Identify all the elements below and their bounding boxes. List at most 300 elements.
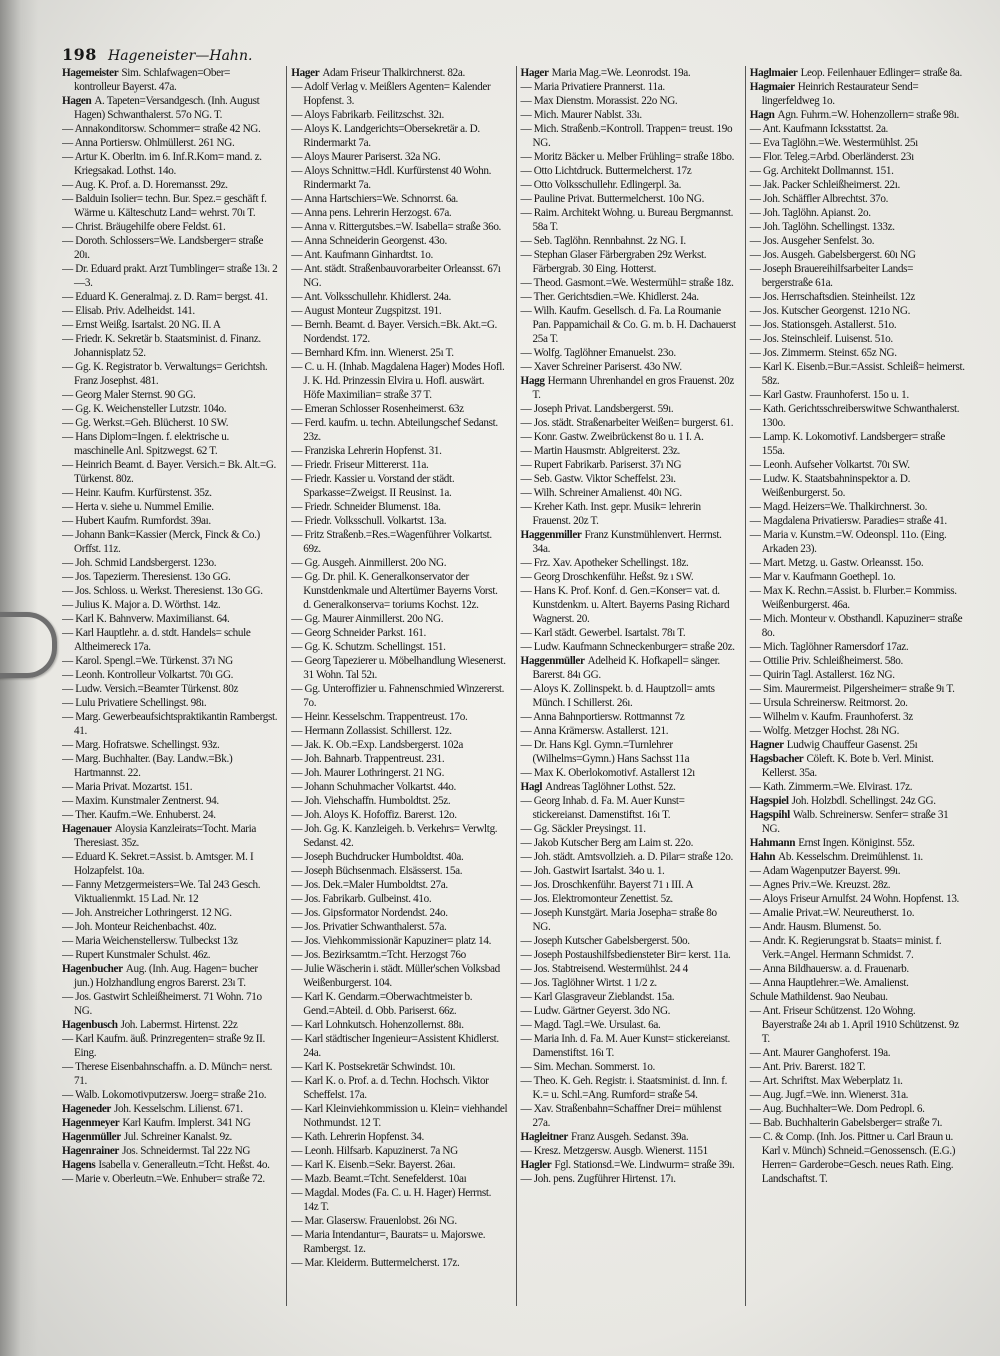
directory-entry xyxy=(750,934,966,962)
entry-details: — Flor. Teleg.=Arbd. Oberländerst. 23ı xyxy=(749,151,914,163)
entry-details: — Gg. K. Weichensteller Lutzstr. 104o. xyxy=(62,403,227,415)
entry-details: — Sim. Mechan. Sommerst. 1o. xyxy=(520,1061,655,1073)
entry-details: — Aloys Friseur Arnulfst. 24 Wohn. Hopfenst. 13. xyxy=(749,893,960,905)
entry-details: — Gg. Werkst.=Geh. Blücherst. 10 SW. xyxy=(62,417,229,429)
entry-details: — Jos. Tapezierm. Theresienst. 13o GG. xyxy=(62,571,231,583)
directory-entry xyxy=(291,164,507,192)
directory-entry xyxy=(62,710,278,738)
entry-details: — Wolfg. Taglöhner Emanuelst. 23o. xyxy=(520,347,676,359)
entry-details: — Ottilie Priv. Schleißheimerst. 58o. xyxy=(749,655,903,667)
directory-entry xyxy=(62,948,278,962)
entry-details: — Aug. K. Prof. a. D. Horemansst. 29z. xyxy=(62,179,228,191)
directory-entry xyxy=(521,990,737,1004)
directory-entry xyxy=(521,906,737,934)
directory-entry xyxy=(291,724,507,738)
directory-entry xyxy=(750,388,966,402)
entry-details: — Fanny Metzgermeisters=We. Tal 243 Gesch. Viktualienmkt. 15 Lad. Nr. 12 xyxy=(62,879,261,905)
directory-entry xyxy=(62,934,278,948)
entry-details: — Joseph Buchdrucker Humboldtst. 40a. xyxy=(291,851,464,863)
entry-details: — Anna Krämersw. Astallerst. 121. xyxy=(520,725,669,737)
entry-details: — Jos. Stationsgeh. Astallerst. 51o. xyxy=(749,319,897,331)
directory-entry xyxy=(62,556,278,570)
directory-entry xyxy=(62,696,278,710)
directory-entry xyxy=(291,192,507,206)
entry-details: — Jak. Packer Schleißheimerst. 22ı. xyxy=(749,179,900,191)
directory-entry xyxy=(521,206,737,234)
directory-entry xyxy=(750,1088,966,1102)
entry-surname: Hagen xyxy=(62,95,92,107)
directory-entry xyxy=(62,878,278,906)
directory-entry xyxy=(750,696,966,710)
directory-entry xyxy=(62,794,278,808)
directory-entry xyxy=(521,780,737,794)
directory-entry xyxy=(521,276,737,290)
entry-details: — Otto Volksschullehr. Edlingerpl. 3a. xyxy=(520,179,682,191)
entry-details: — Ant. städt. Straßenbauvorarbeiter Orleansst. 67ı NG. xyxy=(291,263,501,289)
entry-details: — Max Dienstm. Morassist. 22o NG. xyxy=(520,95,678,107)
directory-entry xyxy=(750,850,966,864)
directory-entry xyxy=(291,262,507,290)
directory-entry xyxy=(750,458,966,472)
directory-entry xyxy=(521,864,737,878)
directory-entry xyxy=(291,1032,507,1060)
entry-details: — Jakob Kutscher Berg am Laim st. 22o. xyxy=(520,837,694,849)
entry-details: Sim. Schlafwagen=Ober= kontrolleur Bayerst. 47a. xyxy=(74,67,231,93)
directory-entry xyxy=(62,528,278,556)
directory-entry xyxy=(521,710,737,724)
directory-entry xyxy=(521,80,737,94)
entry-details: — Marg. Buchhalter. (Bay. Landw.=Bk.) Hartmannst. 22. xyxy=(62,753,233,779)
entry-details: — Franziska Lehrerin Hopfenst. 31. xyxy=(291,445,442,457)
entry-surname: Hagleitner xyxy=(520,1131,568,1143)
page-number: 198 xyxy=(62,45,97,64)
directory-entry xyxy=(62,262,278,290)
entry-details: — Joh. Taglöhn. Apianst. 2o. xyxy=(749,207,871,219)
entry-details: — Maria Privat. Mozartst. 151. xyxy=(62,781,193,793)
entry-details: Ernst Ingen. Königinst. 55z. xyxy=(798,837,915,849)
entry-surname: Haglmaier xyxy=(749,67,798,79)
directory-entry xyxy=(750,514,966,528)
directory-entry xyxy=(521,402,737,416)
entry-details: — Ther. Kaufm.=We. Enhuberst. 24. xyxy=(62,809,216,821)
entry-details: — Jos. Privatier Schwanthalerst. 57a. xyxy=(291,921,447,933)
entry-details: — Gg. Maurer Ainmillerst. 20o NG. xyxy=(291,613,444,625)
directory-entry xyxy=(750,206,966,220)
directory-entry xyxy=(521,1144,737,1158)
entry-surname: Hagg xyxy=(520,375,545,387)
entry-details: — Georg Maler Sternst. 90 GG. xyxy=(62,389,196,401)
directory-entry xyxy=(291,878,507,892)
entry-details: — Jos. Dek.=Maler Humboldtst. 27a. xyxy=(291,879,448,891)
directory-entry xyxy=(750,430,966,458)
directory-entry xyxy=(291,108,507,122)
entry-details: — Rupert Fabrikarb. Pariserst. 37ı NG xyxy=(520,459,682,471)
entry-details: Cöleft. K. Bote b. Verl. Minist. Kellerst. 35a. xyxy=(761,753,934,779)
directory-entry xyxy=(521,1004,737,1018)
entry-surname: Hahmann xyxy=(749,837,796,849)
directory-entry xyxy=(521,290,737,304)
directory-entry xyxy=(291,150,507,164)
entry-details: — Marg. Gewerbeaufsichtspraktikantin Rambergst. 41. xyxy=(62,711,278,737)
directory-entry xyxy=(521,486,737,500)
directory-entry xyxy=(521,1060,737,1074)
directory-entry xyxy=(521,570,737,584)
entry-details: — Aloys K. Zollinspekt. b. d. Hauptzoll= amts Münch. I Schillerst. 26ı. xyxy=(520,683,715,709)
entry-details: — Moritz Bäcker u. Melber Frühling= straße 18bo. xyxy=(520,151,735,163)
directory-entry xyxy=(62,360,278,388)
directory-entry xyxy=(521,150,737,164)
entry-details: — Hans Diplom=Ingen. f. elektrische u. maschinelle Anl. Spitzwegst. 62 T. xyxy=(62,431,229,457)
directory-entry xyxy=(62,682,278,696)
entry-details: — Bernhard Kfm. inn. Wienerst. 25ı T. xyxy=(291,347,454,359)
entry-details: — Kreher Kath. Inst. gepr. Musik= lehrerin Frauenst. 20z T. xyxy=(520,501,701,527)
directory-entry xyxy=(750,794,966,808)
entry-details: — Ludw. K. Staatsbahninspektor a. D. Weißenburgerst. 5o. xyxy=(749,473,911,499)
directory-entry xyxy=(62,570,278,584)
directory-entry xyxy=(291,122,507,150)
entry-details: — Heinr. Kesselschm. Trappentreust. 17o. xyxy=(291,711,468,723)
directory-entry xyxy=(521,192,737,206)
directory-entry xyxy=(521,444,737,458)
entry-surname: Haggenmiller xyxy=(520,529,582,541)
directory-entry xyxy=(750,66,966,80)
entry-details: — Ferd. kaufm. u. techn. Abteilungschef Sedanst. 23z. xyxy=(291,417,498,443)
entry-details: — Magd. Heizers=We. Thalkirchnerst. 3o. xyxy=(749,501,928,513)
directory-entry xyxy=(521,962,737,976)
entry-details: — Karl Kleinviehkommission u. Klein= viehhandel Nothmundst. 12 T. xyxy=(291,1103,508,1129)
entry-details: — Karl Hauptlehr. a. d. stdt. Handels= schule Altheimereck 17a. xyxy=(62,627,251,653)
entry-details: — Therese Eisenbahnschaffn. a. D. Münch= nerst. 71. xyxy=(62,1061,273,1087)
entry-details: — Herta v. siehe u. Nummel Emilie. xyxy=(62,501,214,513)
entry-details: — Otto Lichtdruck. Buttermelcherst. 17z xyxy=(520,165,692,177)
entry-details: — Jos. Droschkenführ. Bayerst 71 ı III. A xyxy=(520,879,694,891)
entry-surname: Haggenmüller xyxy=(520,655,585,667)
entry-details: — Wilh. Schreiner Amalienst. 40ı NG. xyxy=(520,487,682,499)
entry-details: — Martin Hausmstr. Ablgreiterst. 23z. xyxy=(520,445,680,457)
directory-entry xyxy=(291,1228,507,1256)
entry-details: — Maxim. Kunstmaler Zentnerst. 94. xyxy=(62,795,219,807)
directory-entry xyxy=(291,66,507,80)
entry-details: — Julie Wäscherin i. städt. Müller'schen Volksbad Weißenburgerst. 104. xyxy=(291,963,500,989)
entry-details: — Anna Hartschiers=We. Schnorrst. 6a. xyxy=(291,193,459,205)
directory-entry xyxy=(62,150,278,178)
directory-entry xyxy=(750,248,966,262)
directory-entry xyxy=(521,556,737,570)
directory-entry xyxy=(750,878,966,892)
directory-entry xyxy=(750,1116,966,1130)
entry-details: — Gg. Unteroffizier u. Fahnenschmied Winzererst. 7o. xyxy=(291,683,505,709)
entry-details: — Joh. Aloys K. Hofoffiz. Barerst. 12o. xyxy=(291,809,457,821)
directory-entry xyxy=(521,934,737,948)
directory-entry xyxy=(291,360,507,402)
entry-details: — Eduard K. Sekret.=Assist. b. Amtsger. M. I Holzapfelst. 10a. xyxy=(62,851,254,877)
entry-details: — Joh. Monteur Reichenbachst. 40z. xyxy=(62,921,217,933)
entry-details: Joh. Holzbdl. Schellingst. 24z GG. xyxy=(791,795,936,807)
entry-details: — Joh. Anstreicher Lothringerst. 12 NG. xyxy=(62,907,232,919)
entry-details: — Theo. K. Geh. Registr. i. Staatsminist. d. Inn. f. K.= u. Schl.=Ang. Rumford= straße 54. xyxy=(520,1075,728,1101)
directory-entry xyxy=(521,360,737,374)
directory-entry xyxy=(750,808,966,836)
directory-entry xyxy=(291,528,507,556)
directory-entry xyxy=(62,136,278,150)
directory-entry xyxy=(291,892,507,906)
directory-entry xyxy=(750,556,966,570)
directory-entry xyxy=(62,318,278,332)
entry-details: — Friedr. Friseur Mittererst. 11a. xyxy=(291,459,429,471)
entry-details: — Jos. Taglöhner Wirtst. 1 1/2 z. xyxy=(520,977,657,989)
directory-entry xyxy=(291,1130,507,1144)
directory-entry xyxy=(750,122,966,136)
directory-entry xyxy=(750,1102,966,1116)
directory-entry xyxy=(750,472,966,500)
entry-details: Jul. Schreiner Kanalst. 9z. xyxy=(123,1131,232,1143)
directory-entry xyxy=(750,150,966,164)
directory-entry xyxy=(291,990,507,1018)
entry-details: — Johann Bank=Kassier (Merck, Finck & Co.) Orffst. 11z. xyxy=(62,529,260,555)
entry-details: — Wilh. Kaufm. Gesellsch. d. Fa. La Roumanie Pan. Pappamichail & Co. G. m. b. H. Dachauerst 25a T. xyxy=(520,305,736,345)
entry-details: — Friedr. Schneider Blumenst. 18a. xyxy=(291,501,441,513)
entry-details: — Marie v. Oberleutn.=We. Enhuber= straße 72. xyxy=(62,1173,265,1185)
directory-entry xyxy=(62,1102,278,1116)
directory-entry xyxy=(521,836,737,850)
entry-surname: Hagemeister xyxy=(62,67,119,79)
directory-entry xyxy=(62,192,278,220)
directory-entry xyxy=(291,934,507,948)
entry-details: — Jos. Ausgeh. Gabelsbergerst. 60ı NG xyxy=(749,249,916,261)
entry-details: — Kath. Gerichtsschreiberswitwe Schwanthalerst. 130o. xyxy=(749,403,960,429)
entry-surname: Hagenrainer xyxy=(62,1145,120,1157)
directory-entry xyxy=(291,346,507,360)
entry-surname: Hager xyxy=(520,67,549,79)
directory-entry xyxy=(291,80,507,108)
entry-surname: Hagner xyxy=(749,739,784,751)
entry-details: — Lamp. K. Lokomotivf. Landsberger= straße 155a. xyxy=(749,431,945,457)
entry-details: — Emeran Schlosser Rosenheimerst. 63z xyxy=(291,403,464,415)
entry-details: — Anna Bildhauersw. a. d. Frauenarb. xyxy=(749,963,909,975)
entry-details: — Karl K. Bahnverw. Maximilianst. 64. xyxy=(62,613,230,625)
entry-details: — Gg. Dr. phil. K. Generalkonservator der Kunstdenkmale und Altertümer Bayerns Vorst. d. Generalkonserva= toriums Kochst. 12z. xyxy=(291,571,498,611)
directory-entry xyxy=(750,304,966,318)
directory-entry xyxy=(750,332,966,346)
directory-entry xyxy=(750,724,966,738)
entry-surname: Hagspiel xyxy=(749,795,789,807)
directory-entry xyxy=(750,528,966,556)
entry-surname: Hagl xyxy=(520,781,543,793)
directory-entry xyxy=(521,1172,737,1186)
directory-entry xyxy=(62,822,278,850)
entry-surname: Hagenmeyer xyxy=(62,1117,120,1129)
directory-entry xyxy=(291,556,507,570)
entry-details: Andreas Taglöhner Lothst. 52z. xyxy=(545,781,676,793)
entry-details: Adelheid K. Hofkapell= sänger. Barerst. 84ı GG. xyxy=(532,655,720,681)
entry-details: — Mich. Maurer Nablst. 33ı. xyxy=(520,109,642,121)
directory-entry xyxy=(750,346,966,360)
directory-entry xyxy=(521,1158,737,1172)
paper-clip xyxy=(0,612,57,678)
directory-entry xyxy=(62,416,278,430)
directory-entry xyxy=(62,1172,278,1186)
directory-entry xyxy=(62,500,278,514)
entry-details: — Joh. Schmid Landsbergerst. 123o. xyxy=(62,557,217,569)
directory-entry xyxy=(291,1214,507,1228)
entry-details: — Jos. Viehkommissionär Kapuziner= platz 14. xyxy=(291,935,492,947)
entry-details: — Anna Hauptlehrer.=We. Amalienst. xyxy=(749,977,909,989)
entry-details: — Julius K. Major a. D. Wörthst. 14z. xyxy=(62,599,221,611)
entry-details: — Mar v. Kaufmann Goethepl. 1o. xyxy=(749,571,896,583)
entry-details: — Mich. Monteur v. Obsthandl. Kapuziner= straße 8o. xyxy=(749,613,963,639)
directory-entry xyxy=(291,570,507,612)
entry-details: — Jos. Elektromonteur Zenettist. 5z. xyxy=(520,893,673,905)
entry-details: — Magdal. Modes (Fa. C. u. H. Hager) Herrnst. 14z T. xyxy=(291,1187,492,1213)
directory-entry xyxy=(521,878,737,892)
entry-details: — Mich. Taglöhner Ramersdorf 17az. xyxy=(749,641,909,653)
directory-entry xyxy=(750,220,966,234)
entry-details: — Kath. Lehrerin Hopfenst. 34. xyxy=(291,1131,424,1143)
directory-entry xyxy=(521,626,737,640)
column-4 xyxy=(745,66,966,1306)
entry-details: — Doroth. Schlossers=We. Landsberger= straße 20ı. xyxy=(62,235,264,261)
directory-entry xyxy=(62,962,278,990)
entry-details: — Ursula Schreinersw. Reitmorst. 2o. xyxy=(749,697,908,709)
directory-entry xyxy=(750,640,966,654)
entry-details: — Gg. K. Registrator b. Verwaltungs= Gerichtsh. Franz Josephst. 481. xyxy=(62,361,268,387)
entry-details: — Ant. Volksschullehr. Khidlerst. 24a. xyxy=(291,291,451,303)
directory-entry xyxy=(62,612,278,626)
entry-details: — Pauline Privat. Buttermelcherst. 10o NG. xyxy=(520,193,705,205)
directory-entry xyxy=(750,906,966,920)
entry-details: — Joh. Gastwirt Isartalst. 34o u. 1. xyxy=(520,865,665,877)
directory-entry xyxy=(521,346,737,360)
directory-entry xyxy=(750,668,966,682)
directory-entry xyxy=(62,920,278,934)
directory-entry xyxy=(291,920,507,934)
directory-entry xyxy=(521,794,737,822)
entry-details: — Maria Weichenstellersw. Tulbeckst 13z xyxy=(62,935,238,947)
directory-entry xyxy=(521,528,737,556)
entry-details: — Anna pens. Lehrerin Herzogst. 67a. xyxy=(291,207,452,219)
directory-entry xyxy=(750,262,966,290)
entry-details: — Ant. Kaufmann Ginhardtst. 1o. xyxy=(291,249,433,261)
entry-details: — Sim. Maurermeist. Pilgersheimer= straße 9ı T. xyxy=(749,683,955,695)
directory-entry xyxy=(291,626,507,640)
entry-details: — Georg Droschkenführ. Heßst. 9z ı SW. xyxy=(520,571,694,583)
directory-entry xyxy=(62,1060,278,1088)
directory-entry xyxy=(521,640,737,654)
directory-entry xyxy=(62,94,278,122)
entry-details: — Joh. Taglöhn. Schellingst. 133z. xyxy=(749,221,895,233)
entry-details: — Ant. Maurer Ganghoferst. 19a. xyxy=(749,1047,891,1059)
entry-details: — Frz. Xav. Apotheker Schellingst. 18z. xyxy=(520,557,689,569)
entry-details: — Dr. Eduard prakt. Arzt Tumblinger= straße 13ı. 2—3. xyxy=(62,263,278,289)
entry-details: — Joseph Kutscher Gabelsbergerst. 50o. xyxy=(520,935,690,947)
directory-entry xyxy=(62,430,278,458)
directory-entry xyxy=(62,752,278,780)
directory-entry xyxy=(291,794,507,808)
entry-details: — Wolfg. Metzger Hochst. 28ı NG. xyxy=(749,725,900,737)
entry-details: — Adam Wagenputzer Bayerst. 99ı. xyxy=(749,865,901,877)
directory-entry xyxy=(291,808,507,822)
directory-entry xyxy=(291,1186,507,1214)
entry-details: — Joh. Bahnarb. Trappentreust. 231. xyxy=(291,753,445,765)
directory-entry xyxy=(291,780,507,794)
directory-entry xyxy=(291,248,507,262)
entry-details: — Andr. K. Regierungsrat b. Staats= minist. f. Verk.=Angel. Hermann Schmidst. 7. xyxy=(749,935,942,961)
entry-details: — Anna Bahnportiersw. Rottmannst 7z xyxy=(520,711,685,723)
entry-details: — Hans K. Prof. Konf. d. Gen.=Konser= vat. d. Kunstdenkm. u. Altert. Bayerns Pasing Richard Wagnerst. 20. xyxy=(520,585,730,625)
entry-details: — Eva Taglöhn.=We. Westermühlst. 25ı xyxy=(749,137,918,149)
directory-entry xyxy=(291,1256,507,1270)
directory-entry xyxy=(750,108,966,122)
entry-details: — Heinrich Beamt. d. Bayer. Versich.= Bk. Alt.=G. Türkenst. 80z. xyxy=(62,459,277,485)
entry-details: — Ludw. Kaufmann Schneckenburger= straße 20z. xyxy=(520,641,735,653)
directory-entry xyxy=(521,234,737,248)
entry-details: A. Tapeten=Versandgesch. (Inh. August Hagen) Schwanthalerst. 57o NG. T. xyxy=(74,95,260,121)
directory-entry xyxy=(521,416,737,430)
entry-details: — Joseph Postaushilfsbediensteter Bir= kerst. 11a. xyxy=(520,949,731,961)
entry-details: — Maria Inh. d. Fa. M. Auer Kunst= stickereianst. Damenstiftst. 16ı T. xyxy=(520,1033,730,1059)
directory-entry xyxy=(62,122,278,136)
directory-entry xyxy=(291,304,507,318)
entry-details: — Jos. städt. Straßenarbeiter Weißen= burgerst. 61. xyxy=(520,417,734,429)
directory-entry xyxy=(750,1130,966,1186)
columns xyxy=(62,66,966,1306)
entry-details: — Karl städt. Gewerbel. Isartalst. 78ı T. xyxy=(520,627,686,639)
entry-surname: Hagspihl xyxy=(749,809,790,821)
binding-shadow xyxy=(0,0,38,1356)
entry-details: — Anna v. Rittergutsbes.=W. Isabella= straße 36o. xyxy=(291,221,502,233)
directory-entry xyxy=(750,612,966,640)
entry-details: — Ant. Priv. Barerst. 182 T. xyxy=(749,1061,866,1073)
entry-details: — Mazb. Beamt.=Tcht. Senefelderst. 10aı xyxy=(291,1173,467,1185)
entry-details: — Friedr. K. Sekretär b. Staatsminist. d. Finanz. Johannisplatz 52. xyxy=(62,333,261,359)
directory-entry xyxy=(750,962,966,976)
directory-entry xyxy=(750,290,966,304)
directory-entry xyxy=(62,626,278,654)
entry-details: — Agnes Priv.=We. Kreuzst. 28z. xyxy=(749,879,891,891)
entry-details: — Kath. Zimmerm.=We. Elvirast. 17z. xyxy=(749,781,913,793)
directory-entry xyxy=(750,402,966,430)
entry-details: — Kresz. Metzgersw. Ausgb. Wienerst. 1151 xyxy=(520,1145,708,1157)
directory-entry xyxy=(521,976,737,990)
entry-details: — Joseph Kunstgärt. Maria Josepha= straße 8o NG. xyxy=(520,907,717,933)
directory-entry xyxy=(291,710,507,724)
directory-entry xyxy=(62,906,278,920)
entry-details: — Stephan Glaser Färbergraben 29z Werkst. Färbergrab. 30 Eing. Hotterst. xyxy=(520,249,707,275)
entry-surname: Hagenmüller xyxy=(62,1131,121,1143)
entry-details: — Raim. Architekt Wohng. u. Bureau Bergmannst. 58a T. xyxy=(520,207,734,233)
entry-details: — Ludw. Gärtner Geyerst. 3do NG. xyxy=(520,1005,671,1017)
page-range: Hageneister—Hahn. xyxy=(108,48,253,64)
directory-entry xyxy=(291,1102,507,1130)
entry-details: — Ernst Weißg. Isartalst. 20 NG. II. A xyxy=(62,319,221,331)
directory-entry xyxy=(291,738,507,752)
directory-entry xyxy=(521,1018,737,1032)
directory-entry xyxy=(521,1130,737,1144)
page-header xyxy=(62,44,462,66)
directory-entry xyxy=(750,682,966,696)
entry-details: — Anna Portiersw. Ohlmüllerst. 261 NG. xyxy=(62,137,235,149)
directory-entry xyxy=(62,598,278,612)
entry-details: — Leonh. Kontrolleur Volkartst. 70ı GG. xyxy=(62,669,234,681)
entry-details: Joh. Kesselschm. Lilienst. 671. xyxy=(114,1103,243,1115)
entry-details: Jos. Schneidermst. Tal 22z NG xyxy=(122,1145,251,1157)
directory-entry xyxy=(750,1046,966,1060)
entry-surname: Hagenbucher xyxy=(62,963,123,975)
directory-entry xyxy=(521,822,737,836)
directory-entry xyxy=(750,654,966,668)
entry-details: — Joh. Schäffler Albrechtst. 37o. xyxy=(749,193,889,205)
directory-entry xyxy=(62,486,278,500)
